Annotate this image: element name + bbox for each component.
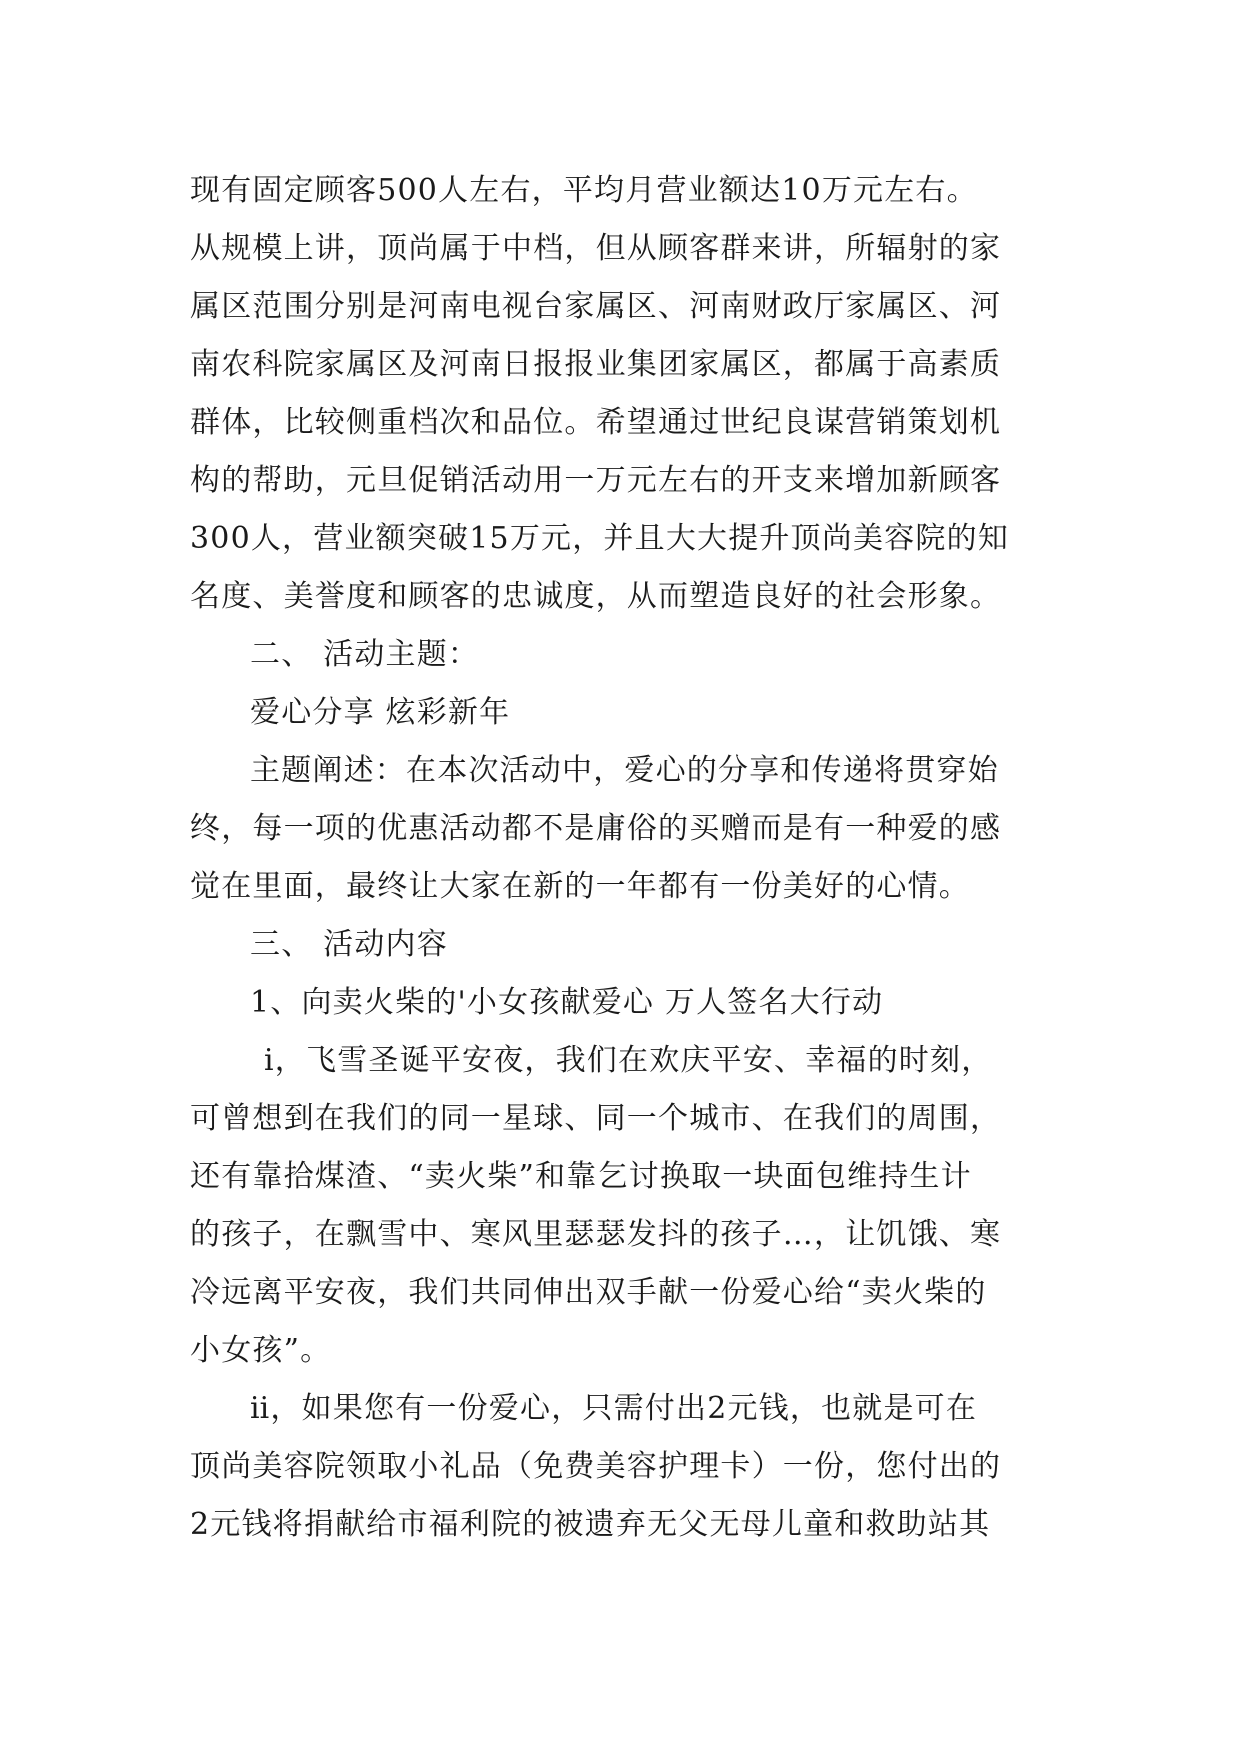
paragraph-line: 小女孩”。	[190, 1333, 332, 1368]
paragraph-line: 觉在里面，最终让大家在新的一年都有一份美好的心情。	[190, 869, 970, 904]
paragraph-line: 2元钱将捐献给市福利院的被遗弃无父无母儿童和救助站其	[190, 1507, 991, 1542]
paragraph-line: 主题阐述：在本次活动中，爱心的分享和传递将贯穿始	[250, 753, 999, 788]
paragraph-line: 还有靠拾煤渣、“卖火柴”和靠乞讨换取一块面包维持生计	[190, 1159, 972, 1194]
paragraph-line: 构的帮助，元旦促销活动用一万元左右的开支来增加新顾客	[190, 463, 1002, 498]
paragraph-line: 冷远离平安夜，我们共同伸出双手献一份爱心给“卖火柴的	[190, 1275, 987, 1310]
theme-title: 爱心分享 炫彩新年	[250, 695, 511, 730]
paragraph-line: 现有固定顾客500人左右，平均月营业额达10万元左右。	[190, 173, 978, 208]
paragraph-line: 从规模上讲，顶尚属于中档，但从顾客群来讲，所辐射的家	[190, 231, 1002, 266]
paragraph-line: 名度、美誉度和顾客的忠诚度，从而塑造良好的社会形象。	[190, 579, 1002, 614]
paragraph-line: 300人，营业额突破15万元，并且大大提升顶尚美容院的知	[190, 521, 1010, 556]
paragraph-line: ⅰ，飞雪圣诞平安夜，我们在欢庆平安、幸福的时刻，	[264, 1043, 993, 1078]
paragraph-line: 南农科院家属区及河南日报报业集团家属区，都属于高素质	[190, 347, 1002, 382]
subsection-heading: 1、向卖火柴的'小女孩献爱心 万人签名大行动	[250, 985, 884, 1020]
paragraph-line: 顶尚美容院领取小礼品（免费美容护理卡）一份，您付出的	[190, 1449, 1002, 1484]
paragraph-line: ⅱ，如果您有一份爱心，只需付出2元钱，也就是可在	[250, 1391, 978, 1426]
paragraph-line: 可曾想到在我们的同一星球、同一个城市、在我们的周围，	[190, 1101, 1002, 1136]
section-heading: 三、 活动内容	[250, 927, 448, 962]
paragraph-line: 群体，比较侧重档次和品位。希望通过世纪良谋营销策划机	[190, 405, 1002, 440]
paragraph-line: 属区范围分别是河南电视台家属区、河南财政厅家属区、河	[190, 289, 1002, 324]
paragraph-line: 的孩子，在飘雪中、寒风里瑟瑟发抖的孩子…，让饥饿、寒	[190, 1217, 1002, 1252]
paragraph-line: 终，每一项的优惠活动都不是庸俗的买赠而是有一种爱的感	[190, 811, 1002, 846]
document-body	[190, 162, 1070, 1554]
section-heading: 二、 活动主题：	[250, 637, 480, 672]
